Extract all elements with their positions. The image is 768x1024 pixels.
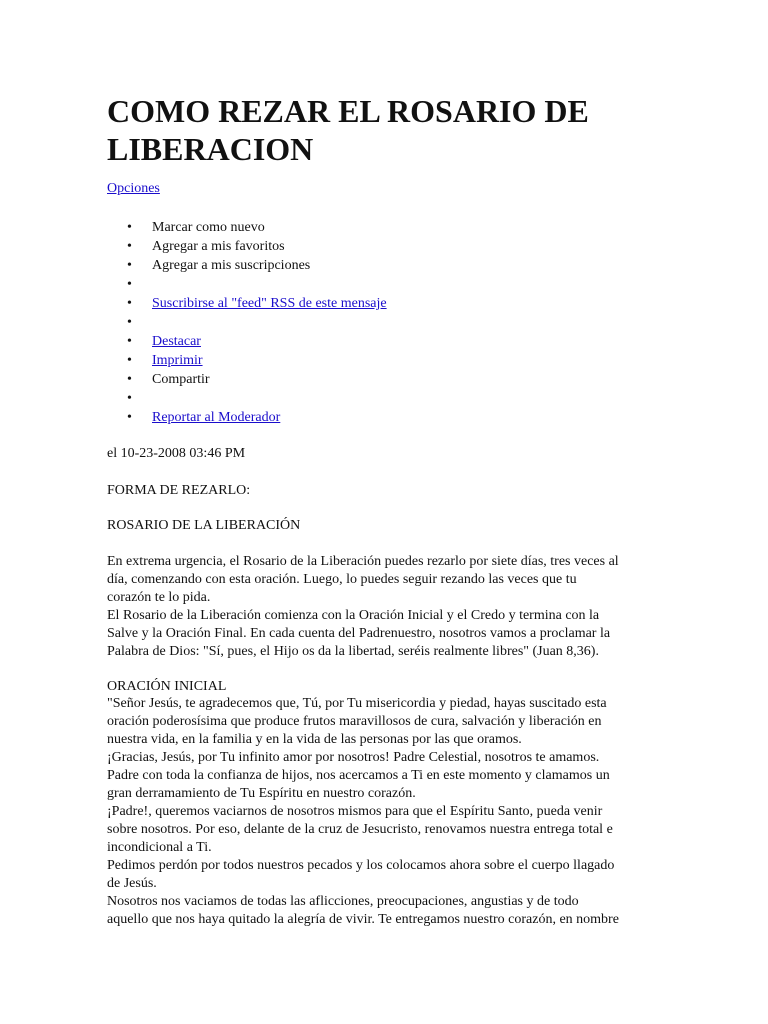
options-menu — [107, 218, 387, 427]
intro-text — [107, 553, 619, 661]
menu-item[interactable] — [107, 294, 387, 313]
prayer-paragraph-1: "Señor Jesús, te agradecemos que, Tú, por Tu misericordia y piedad, hayas suscitado esta oración poderosísima que produce frutos maravillosos de cura, salvación y liberación en nuestra vida, en la familia y en la vida de las personas por las que oramos. — [107, 696, 607, 747]
prayer-paragraph-4: Pedimos perdón por todos nuestros pecados y los colocamos ahora sobre el cuerpo llagado de Jesús. — [107, 858, 615, 891]
section-heading: ORACIÓN INICIAL — [107, 679, 227, 694]
intro-paragraph-2: El Rosario de la Liberación comienza con la Oración Inicial y el Credo y termina con la Salve y la Oración Final. En cada cuenta del Padrenuestro, nosotros vamos a proclamar la Palabra de Dios: "Sí, pues, el Hijo os da la libertad, seréis realmente libres" (Juan 8,36). — [107, 608, 611, 659]
options-link[interactable]: Opciones — [107, 181, 160, 196]
menu-item[interactable] — [107, 351, 387, 370]
prayer-text — [107, 695, 619, 929]
menu-item-link[interactable]: Destacar — [152, 334, 201, 349]
intro-paragraph-1: En extrema urgencia, el Rosario de la Liberación puedes rezarlo por siete días, tres veces al día, comenzando con esta oración. Luego, lo puedes seguir rezando las veces que tu corazón te lo pida. — [107, 554, 619, 605]
menu-item — [107, 275, 387, 294]
menu-item-link[interactable]: Suscribirse al "feed" RSS de este mensaje — [152, 296, 387, 311]
menu-item-link[interactable]: Reportar al Moderador — [152, 410, 281, 425]
prayer-paragraph-3: ¡Padre!, queremos vaciarnos de nosotros mismos para que el Espíritu Santo, pueda venir sobre nosotros. Por eso, delante de la cruz de Jesucristo, renovamos nuestra entrega total e incondicional a Ti. — [107, 804, 613, 855]
menu-item-link[interactable]: Imprimir — [152, 353, 203, 368]
menu-item-label: Agregar a mis favoritos — [152, 239, 285, 254]
menu-item[interactable] — [107, 408, 387, 427]
menu-item — [107, 237, 387, 256]
menu-item — [107, 218, 387, 237]
menu-item-label: Agregar a mis suscripciones — [152, 258, 311, 273]
menu-item — [107, 370, 387, 389]
menu-item[interactable] — [107, 332, 387, 351]
post-date: el 10-23-2008 03:46 PM — [107, 446, 246, 461]
menu-item — [107, 313, 387, 332]
prayer-paragraph-5: Nosotros nos vaciamos de todas las aflicciones, preocupaciones, angustias y de todo aquello que nos haya quitado la alegría de vivir. Te entregamos nuestro corazón, en nombre — [107, 894, 619, 927]
heading-rosario: ROSARIO DE LA LIBERACIÓN — [107, 518, 301, 533]
menu-item — [107, 256, 387, 275]
heading-forma: FORMA DE REZARLO: — [107, 483, 251, 498]
prayer-paragraph-2: ¡Gracias, Jesús, por Tu infinito amor por nosotros! Padre Celestial, nosotros te amamos. Padre con toda la confianza de hijos, nos acercamos a Ti en este momento y clamamos un gran derramamiento de Tu Espíritu en nuestro corazón. — [107, 750, 610, 801]
menu-item-label: Compartir — [152, 372, 210, 387]
menu-item — [107, 389, 387, 408]
page-title: COMO REZAR EL ROSARIO DE LIBERACION — [107, 93, 589, 167]
menu-item-label: Marcar como nuevo — [152, 220, 265, 235]
